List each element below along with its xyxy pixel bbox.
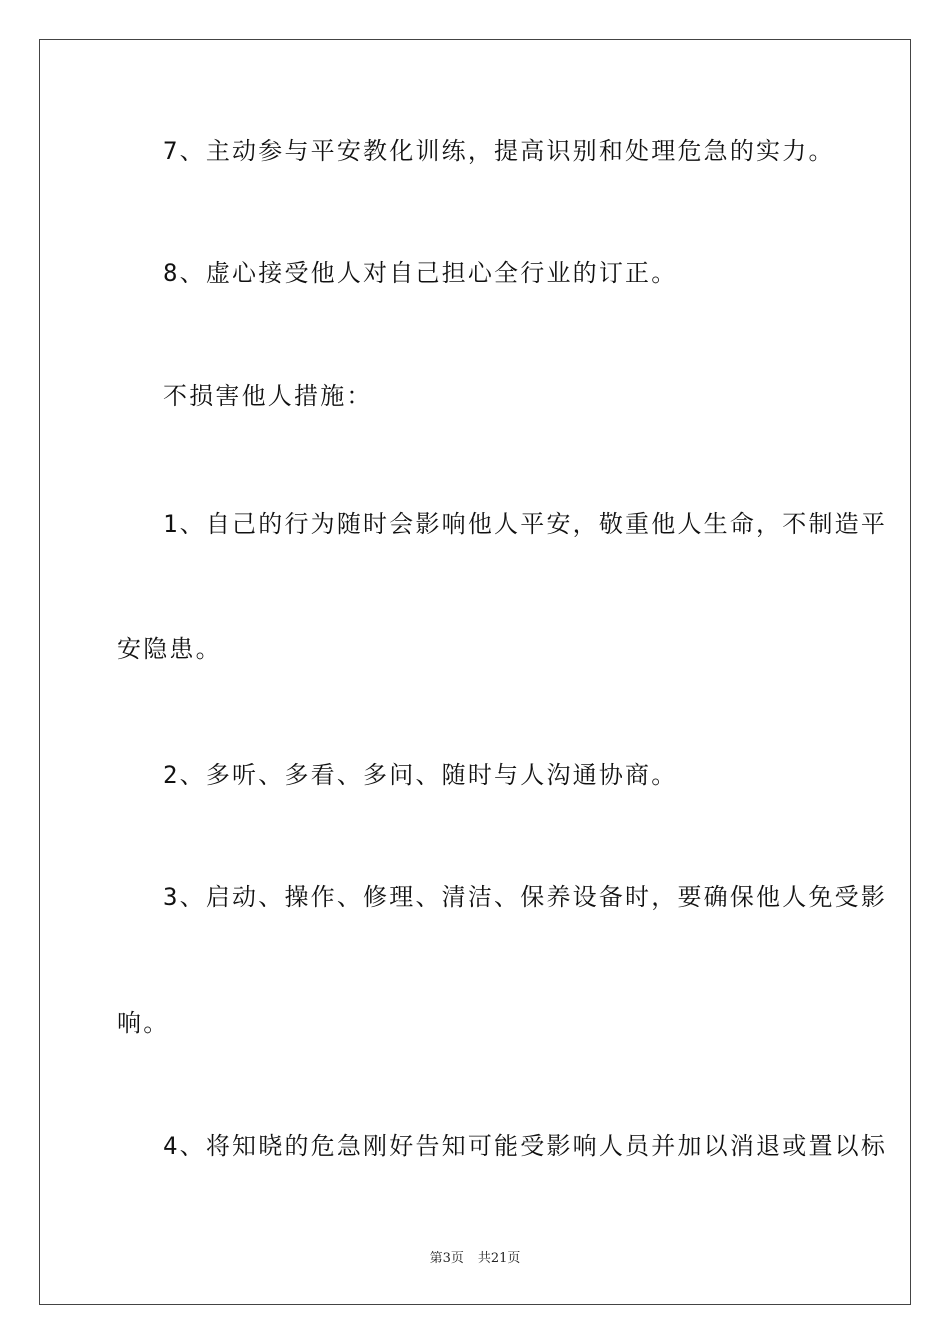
paragraph-item-7: 7、主动参与平安教化训练，提高识别和处理危急的实力。 [163, 137, 835, 165]
paragraph-item-1: 1、自己的行为随时会影响他人平安，敬重他人生命，不制造平 [163, 510, 888, 538]
paragraph-item-3: 3、启动、操作、修理、清洁、保养设备时，要确保他人免受影 [163, 883, 888, 911]
paragraph-item-4: 4、将知晓的危急刚好告知可能受影响人员并加以消退或置以标 [163, 1132, 888, 1160]
paragraph-item-2: 2、多听、多看、多问、随时与人沟通协商。 [163, 761, 678, 789]
page-border [39, 39, 911, 1305]
page-footer [0, 1247, 950, 1266]
page-total: 共21页 [477, 1251, 521, 1266]
paragraph-item-8: 8、虚心接受他人对自己担心全行业的订正。 [163, 259, 678, 287]
paragraph-item-3-continued: 响。 [117, 1009, 170, 1037]
page-number: 第3页 [429, 1251, 464, 1266]
paragraph-item-1-continued: 安隐患。 [117, 635, 222, 663]
section-heading: 不损害他人措施： [163, 382, 373, 410]
